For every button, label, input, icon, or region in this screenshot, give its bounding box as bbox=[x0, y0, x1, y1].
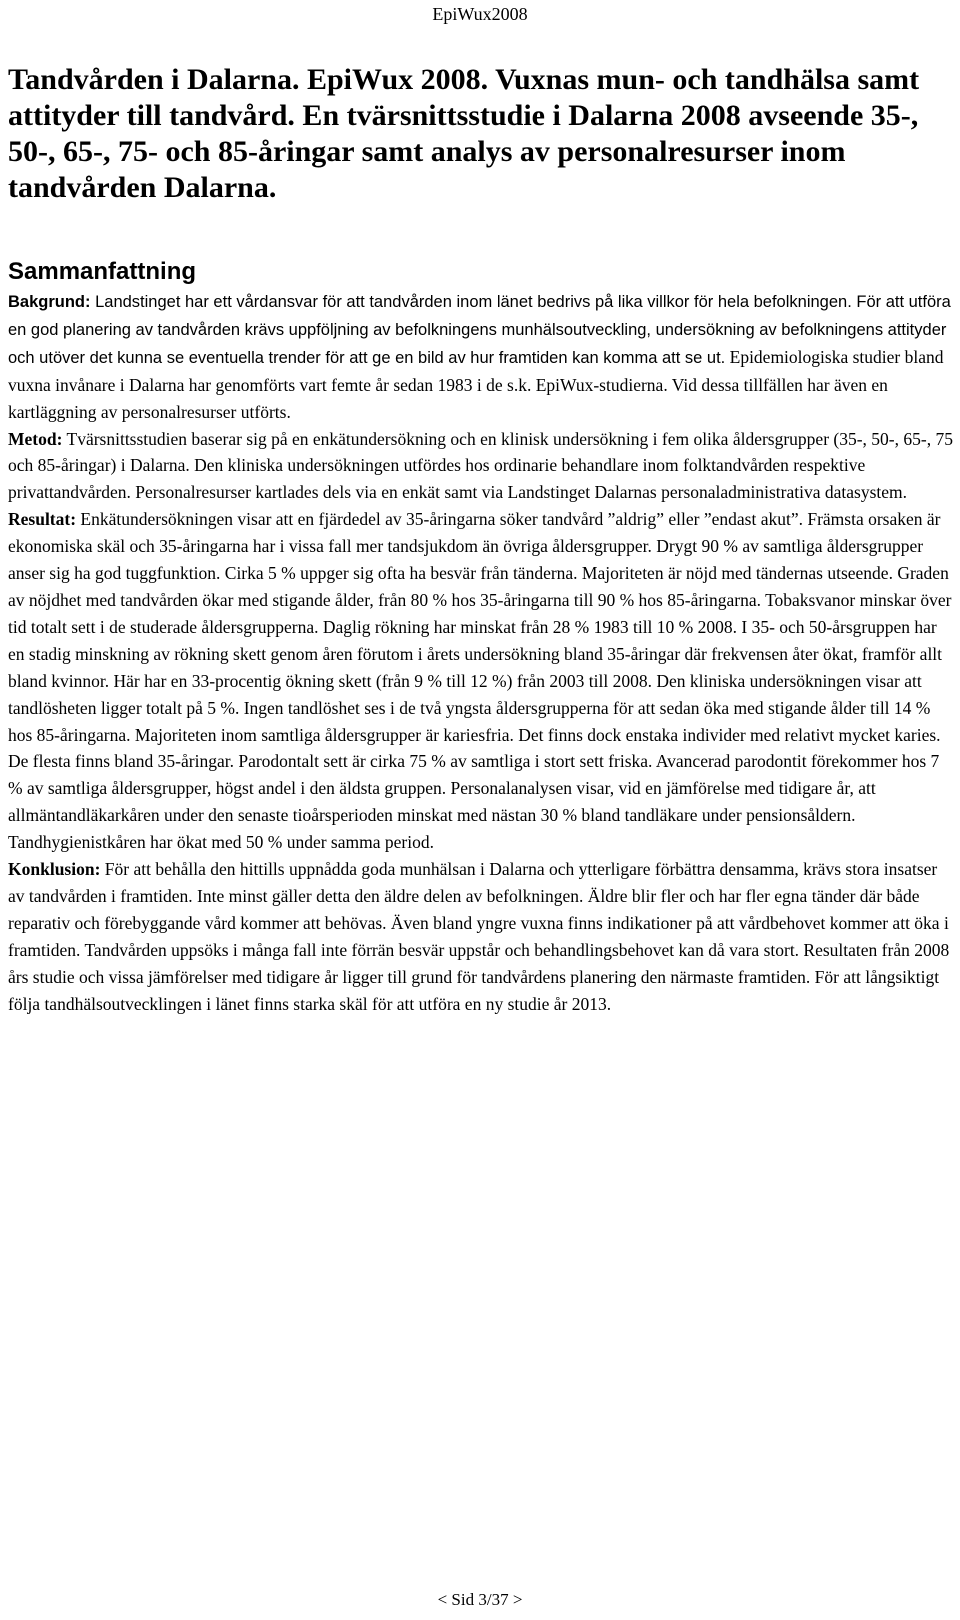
bakgrund-text-sans: Landstinget har ett vårdansvar för att tandvården inom länet bedrivs på lika villkor för hela befolkningen. För att utföra en god planering av tandvården krävs uppföljning av befolkningens munhälsoutveckling, undersökning av befolkningens attityder och utöver det kunna se eventuella trender för att ge en bild av hur framtiden kan komma att se ut. bbox=[8, 293, 951, 367]
page-indicator: < Sid 3/37 > bbox=[437, 1590, 523, 1609]
paragraph-konklusion bbox=[8, 856, 956, 1017]
section-heading-sammanfattning: Sammanfattning bbox=[8, 258, 197, 285]
label-konklusion: Konklusion: bbox=[8, 859, 101, 880]
resultat-text: Enkätundersökningen visar att en fjärdedel av 35-åringarna söker tandvård ”aldrig” eller ”endast akut”. Främsta orsaken är ekonomiska skäl och 35-åringarna har i vissa fall mer tandsjukdom än övriga åldersgrupper. Drygt 90 % av samtliga åldersgrupper anser sig ha god tuggfunktion. Cirka 5 % uppger sig ofta ha besvär från tänderna. Majoriteten är nöjd med tändernas utseende. Graden av nöjdhet med tandvården ökar med stigande ålder, från 80 % hos 35-åringarna till 90 % hos 85-åringarna. Tobaksvanor minskar över tid totalt sett i de studerade åldersgrupperna. Daglig rökning har minskat från 28 % 1983 till 10 % 2008. I 35- och 50-årsgruppen har en stadig minskning av rökning skett genom åren förutom i årets undersökning bland 35-åringar där frekvensen åter ökat, framför allt bland kvinnor. Här har en 33-procentig ökning skett (från 9 % till 12 %) från 2003 till 2008. Den kliniska undersökningen visar att tandlösheten ligger totalt på 5 %. Ingen tandlöshet ses i de två yngsta åldersgrupperna för att sedan öka med stigande ålder till 14 % hos 85-åringarna. Majoriteten inom samtliga åldersgrupper är kariesfria. Det finns dock enstaka individer med relativt mycket karies. De flesta finns bland 35-åringar. Parodontalt sett är cirka 75 % av samtliga i stort sett friska. Avancerad parodontit förekommer hos 7 % av samtliga åldersgrupper, högst andel i den äldsta gruppen. Personalanalysen visar, vid en jämförelse med tidigare år, att allmäntandläkarkåren under den senaste tioårsperioden minskat med nästan 30 % bland tandläkare under pensionsåldern. Tandhygienistkåren har ökat med 50 % under samma period. bbox=[8, 509, 952, 853]
label-metod: Metod: bbox=[8, 428, 63, 449]
konklusion-text: För att behålla den hittills uppnådda goda munhälsan i Dalarna och ytterligare förbättra densamma, krävs stora insatser av tandvården i framtiden. Inte minst gäller detta den äldre delen av befolkningen. Äldre blir fler och har fler egna tänder där både reparativ och förebyggande vård kommer att behövas. Även bland yngre vuxna finns indikationer på att vårdbehovet kommer att öka i framtiden. Tandvården uppsöks i många fall inte förrän besvär uppstår och behandlingsbehovet kan då vara stort. Resultaten från 2008 års studie och vissa jämförelser med tidigare år ligger till grund för tandvårdens planering den närmaste framtiden. För att långsiktigt följa tandhälsoutvecklingen i länet finns starka skäl för att utföra en ny studie år 2013. bbox=[8, 859, 950, 1014]
label-resultat: Resultat: bbox=[8, 509, 77, 530]
label-bakgrund: Bakgrund: bbox=[8, 293, 91, 311]
bakgrund-text-serif: Epidemiologiska studier bland vuxna invånare i Dalarna har genomförts vart femte år sedan 1983 i de s.k. EpiWux-studierna. Vid dessa tillfällen har även en kartläggning av personalresurser utförts. bbox=[8, 346, 944, 422]
paragraph-resultat bbox=[8, 506, 956, 856]
document-title: Tandvården i Dalarna. EpiWux 2008. Vuxnas mun- och tandhälsa samt attityder till tandvård. En tvärsnittsstudie i Dalarna 2008 avseende 35-, 50-, 65-, 75- och 85-åringar samt analys av personalresurser inom tandvården Dalarna. bbox=[8, 63, 920, 204]
metod-text: Tvärsnittsstudien baserar sig på en enkätundersökning och en klinisk undersökning i fem olika åldersgrupper (35-, 50-, 65-, 75 och 85-åringar) i Dalarna. Den kliniska undersökningen utfördes hos ordinarie behandlare inom folktandvården respektive privattandvården. Personalresurser kartlades dels via en enkät samt via Landstinget Dalarnas personaladministrativa datasystem. bbox=[8, 428, 953, 503]
paragraph-bakgrund bbox=[8, 288, 956, 426]
paragraph-metod bbox=[8, 426, 956, 507]
summary-body bbox=[8, 288, 956, 1017]
running-header: EpiWux2008 bbox=[432, 4, 528, 24]
